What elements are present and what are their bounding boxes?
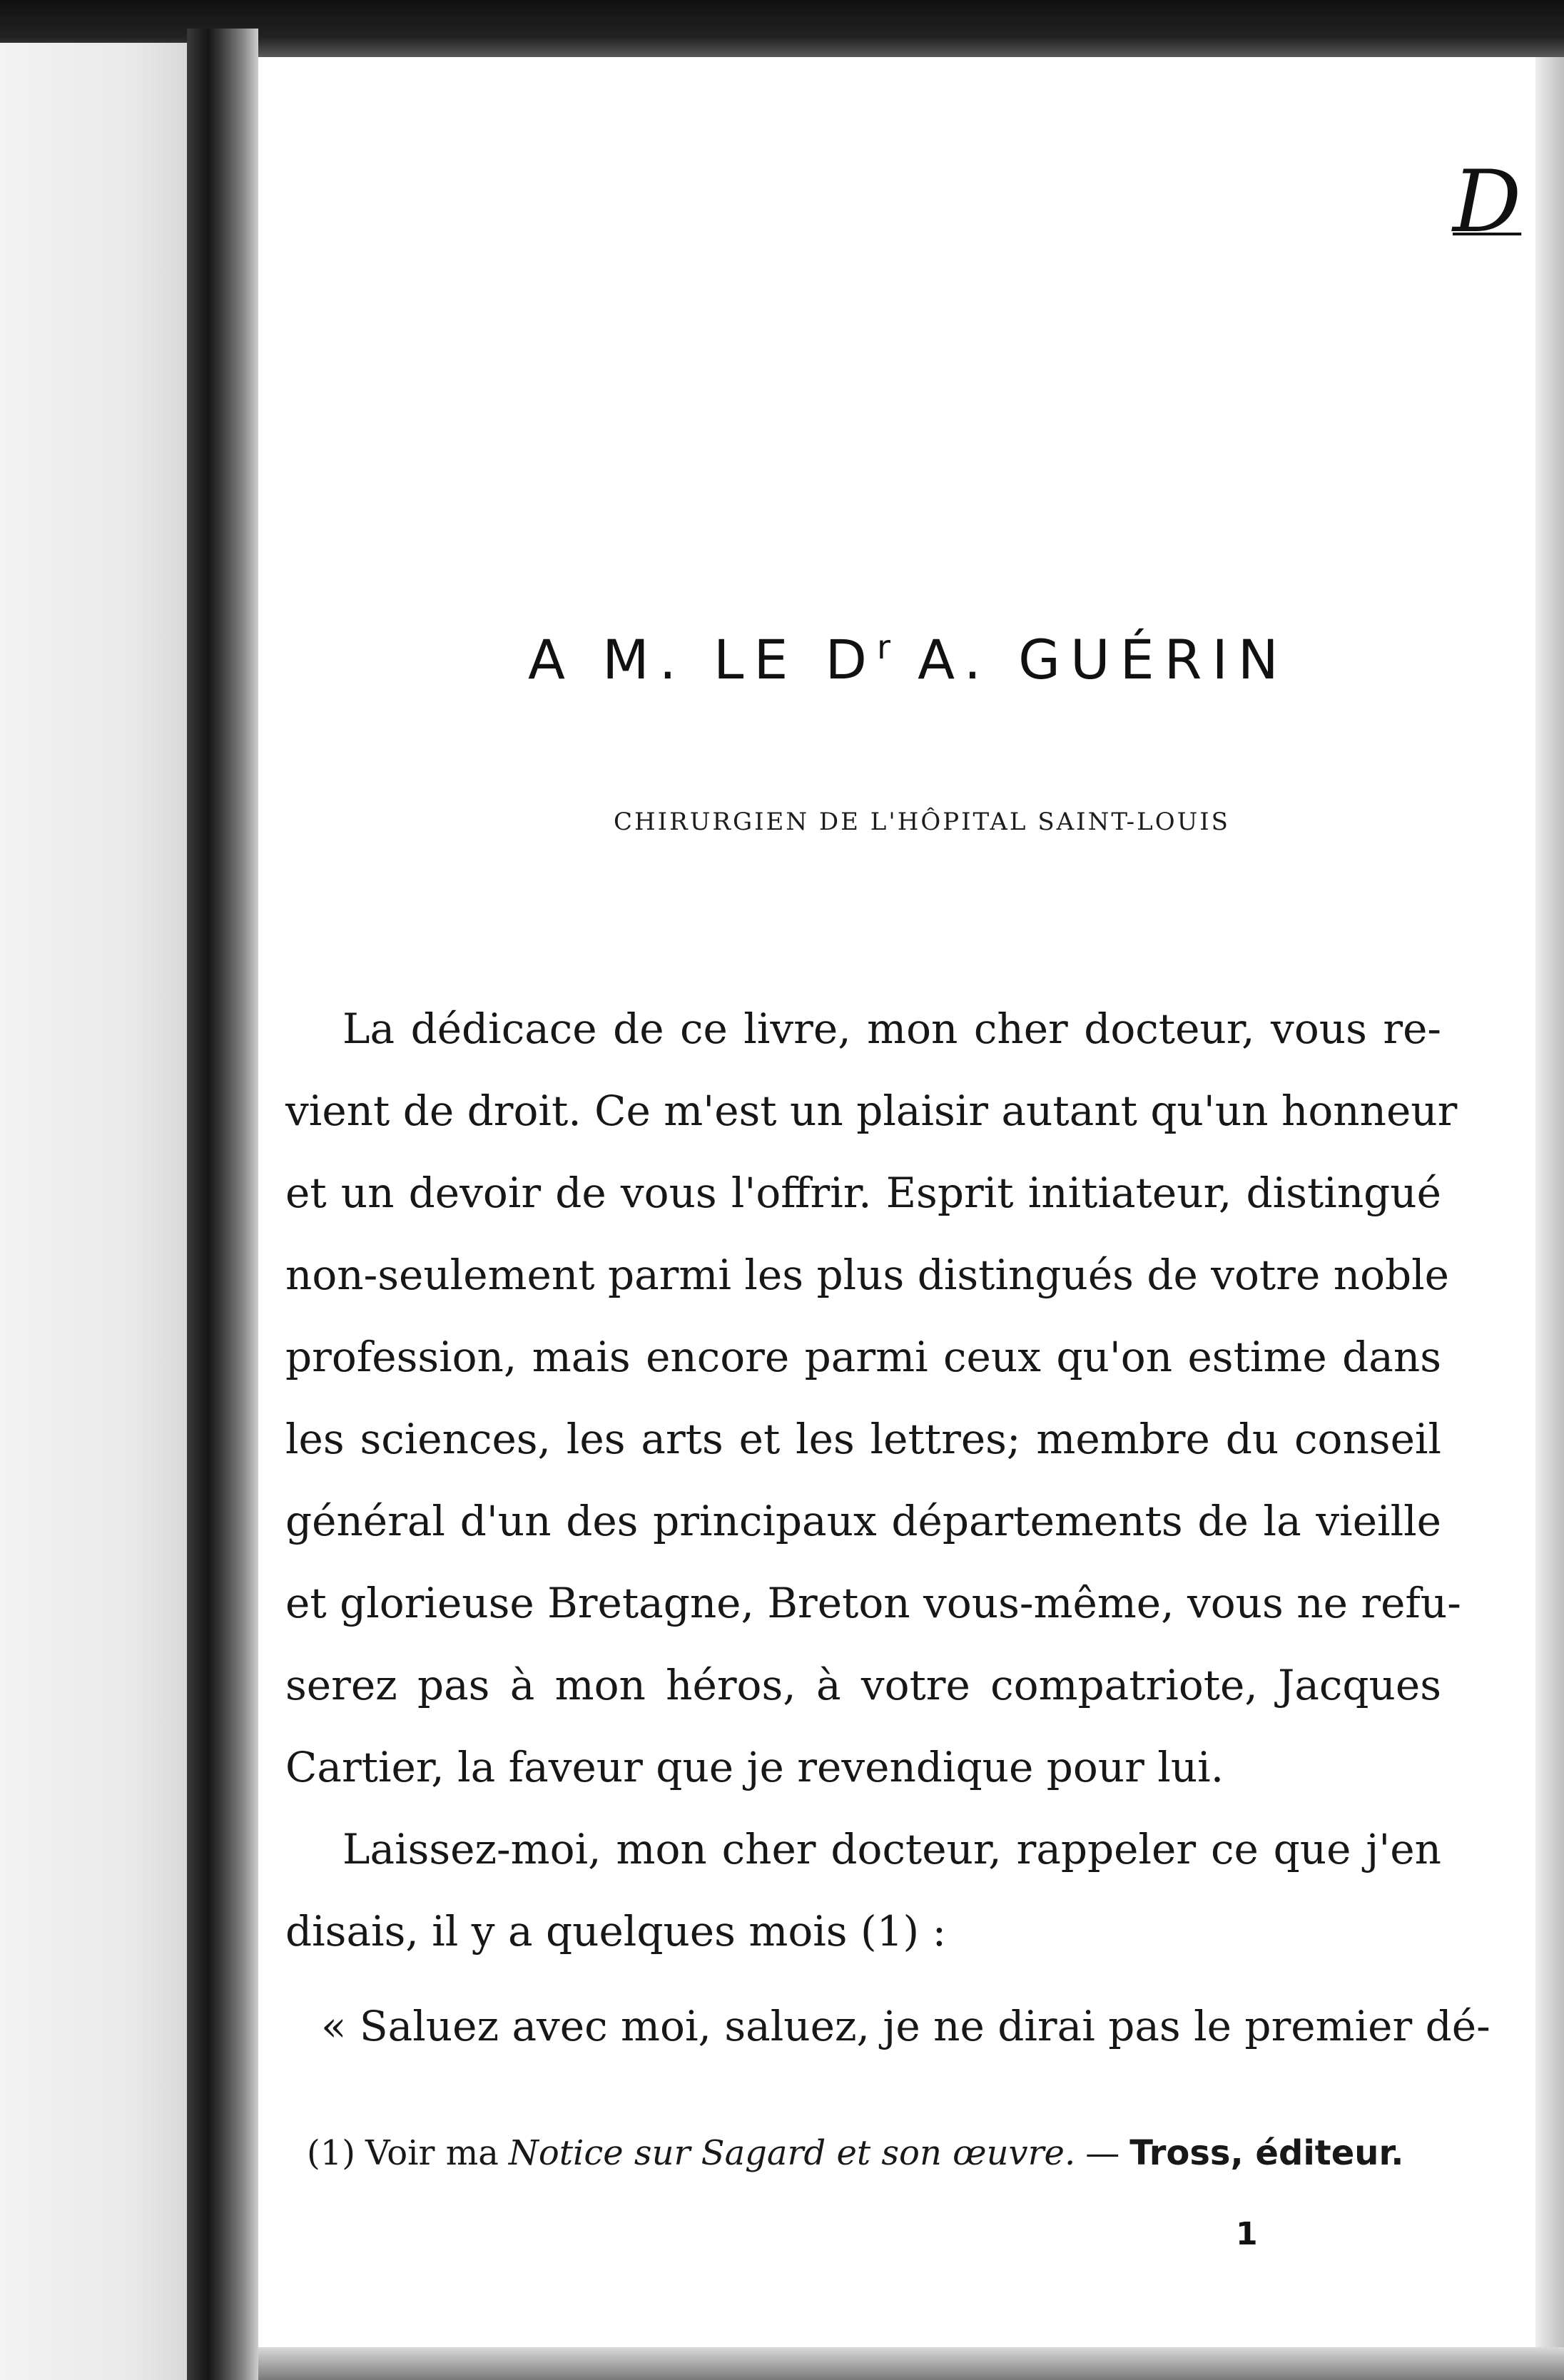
scan-right-border xyxy=(1535,57,1564,2380)
footnote-marker: (1) xyxy=(307,2133,355,2173)
footnote xyxy=(307,2133,1404,2173)
dedication-body xyxy=(285,988,1491,2068)
text-line: Laissez-moi, mon cher docteur, rappeler ce que j'en xyxy=(342,1825,1441,1873)
footnote-italic-title: Notice sur Sagard et son œuvre. xyxy=(508,2133,1076,2173)
title-prefix: A M. LE D xyxy=(528,628,878,691)
footnote-publisher: Tross, éditeur. xyxy=(1129,2133,1404,2173)
text-line: serez pas à mon héros, à votre compatriote, Jacques xyxy=(285,1661,1441,1709)
text-line: vient de droit. Ce m'est un plaisir autant qu'un honneur xyxy=(285,1087,1458,1135)
facing-page-edge xyxy=(0,43,187,2380)
text-line: général d'un des principaux départements de la vieille xyxy=(285,1497,1441,1545)
dedication-title xyxy=(528,628,1313,691)
title-superscript: r xyxy=(877,628,890,666)
text-line: et glorieuse Bretagne, Breton vous-même, vous ne refu- xyxy=(285,1579,1461,1627)
text-line: disais, il y a quelques mois (1) : xyxy=(285,1907,947,1956)
text-line: Cartier, la faveur que je revendique pour lui. xyxy=(285,1743,1224,1791)
page-signature-number: 1 xyxy=(1236,2216,1258,2252)
text-line: profession, mais encore parmi ceux qu'on estime dans xyxy=(285,1333,1441,1381)
title-suffix: A. GUÉRIN xyxy=(890,628,1289,691)
footnote-text: Voir ma xyxy=(365,2133,499,2173)
book-gutter xyxy=(187,29,258,2380)
text-line: non-seulement parmi les plus distingués de votre noble xyxy=(285,1251,1449,1299)
quotation-line: « Saluez avec moi, saluez, je ne dirai pas le premier dé- xyxy=(321,2002,1491,2050)
corner-handwritten-mark: D xyxy=(1453,153,1522,252)
text-line: La dédicace de ce livre, mon cher docteur, vous re- xyxy=(342,1005,1441,1053)
text-line: et un devoir de vous l'offrir. Esprit initiateur, distingué xyxy=(285,1169,1441,1217)
footnote-separator: — xyxy=(1085,2133,1120,2173)
dedication-subtitle: CHIRURGIEN DE L'HÔPITAL SAINT-LOUIS xyxy=(614,808,1230,836)
text-line: les sciences, les arts et les lettres; membre du conseil xyxy=(285,1415,1441,1463)
scan-bottom-border xyxy=(258,2347,1564,2380)
